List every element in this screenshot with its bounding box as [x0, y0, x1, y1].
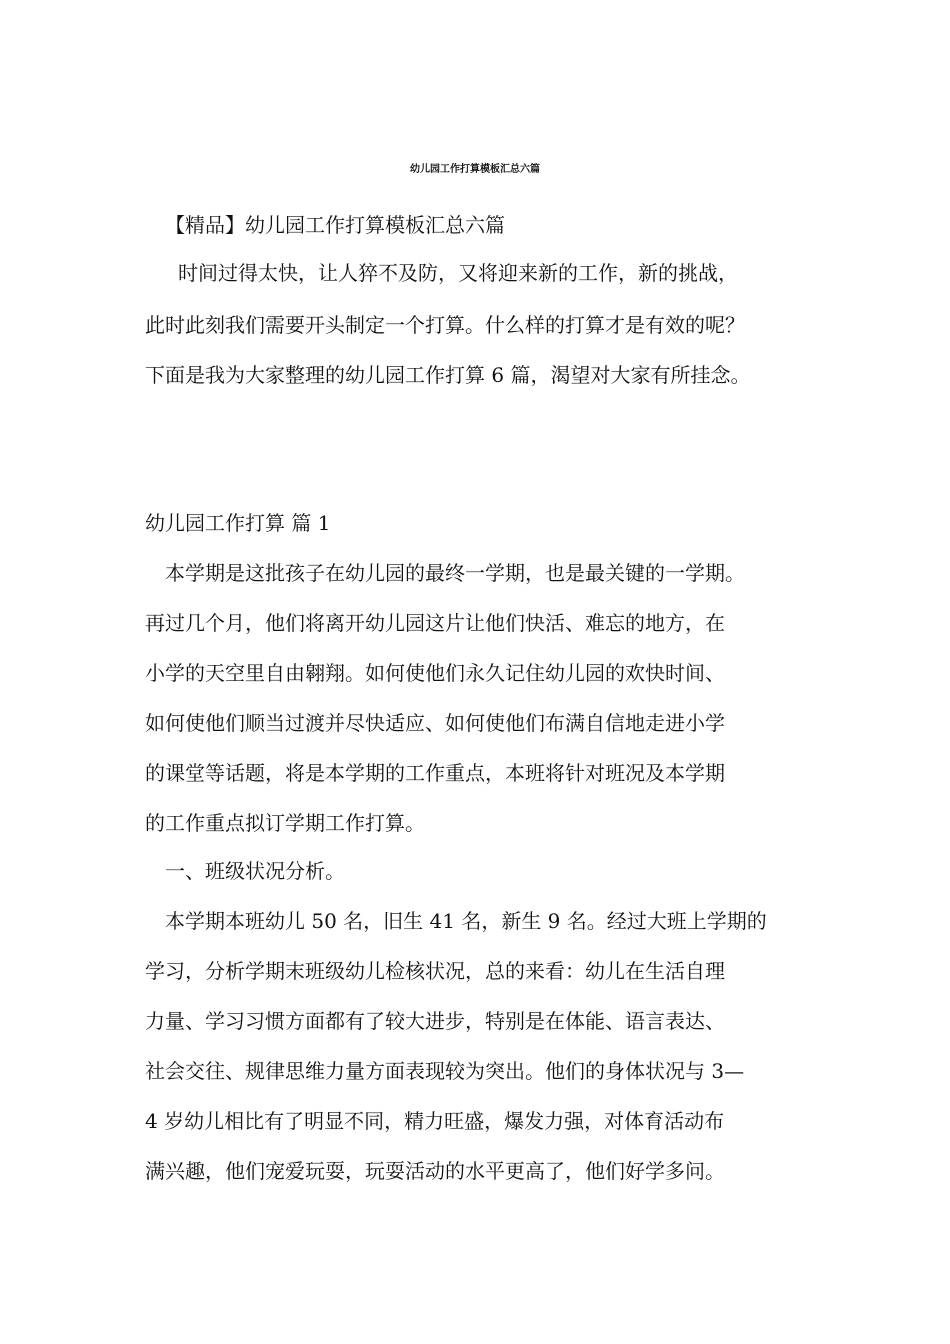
analysis-line-4: 社会交往、规律思维力量方面表现较为突出。他们的身体状况与 3— — [145, 1059, 745, 1083]
document-title: 幼儿园工作打算模板汇总六篇 — [410, 164, 540, 175]
analysis-line-2: 学习，分析学期末班级幼儿检核状况，总的来看：幼儿在生活自理 — [145, 959, 725, 983]
paragraph-line-2: 再过几个月，他们将离开幼儿园这片让他们快活、难忘的地方，在 — [145, 611, 725, 635]
paragraph-line-3: 小学的天空里自由翱翔。如何使他们永久记住幼儿园的欢快时间、 — [145, 661, 725, 685]
intro-line-2: 此时此刻我们需要开头制定一个打算。什么样的打算才是有效的呢？ — [145, 313, 745, 337]
paragraph-line-4: 如何使他们顺当过渡并尽快适应、如何使他们布满自信地走进小学 — [145, 711, 725, 735]
intro-line-1: 时间过得太快，让人猝不及防，又将迎来新的工作，新的挑战， — [178, 261, 738, 285]
paragraph-line-6: 的工作重点拟订学期工作打算。 — [145, 811, 425, 835]
paragraph-line-1: 本学期是这批孩子在幼儿园的最终一学期，也是最关键的一学期。 — [165, 561, 745, 585]
analysis-line-1: 本学期本班幼儿 50 名，旧生 41 名，新生 9 名。经过大班上学期的 — [165, 909, 767, 933]
intro-line-3: 下面是我为大家整理的幼儿园工作打算 6 篇，渴望对大家有所挂念。 — [145, 363, 751, 387]
analysis-line-5: 4 岁幼儿相比有了明显不同，精力旺盛，爆发力强，对体育活动布 — [145, 1109, 725, 1133]
subsection-heading: 一、班级状况分析。 — [165, 859, 345, 883]
section-heading-1: 幼儿园工作打算 篇 1 — [145, 511, 331, 535]
paragraph-line-5: 的课堂等话题，将是本学期的工作重点，本班将针对班况及本学期 — [145, 761, 725, 785]
subtitle-line: 【精品】幼儿园工作打算模板汇总六篇 — [165, 213, 505, 237]
analysis-line-3: 力量、学习习惯方面都有了较大进步，特别是在体能、语言表达、 — [145, 1009, 725, 1033]
analysis-line-6: 满兴趣，他们宠爱玩耍，玩耍活动的水平更高了，他们好学多问。 — [145, 1159, 725, 1183]
